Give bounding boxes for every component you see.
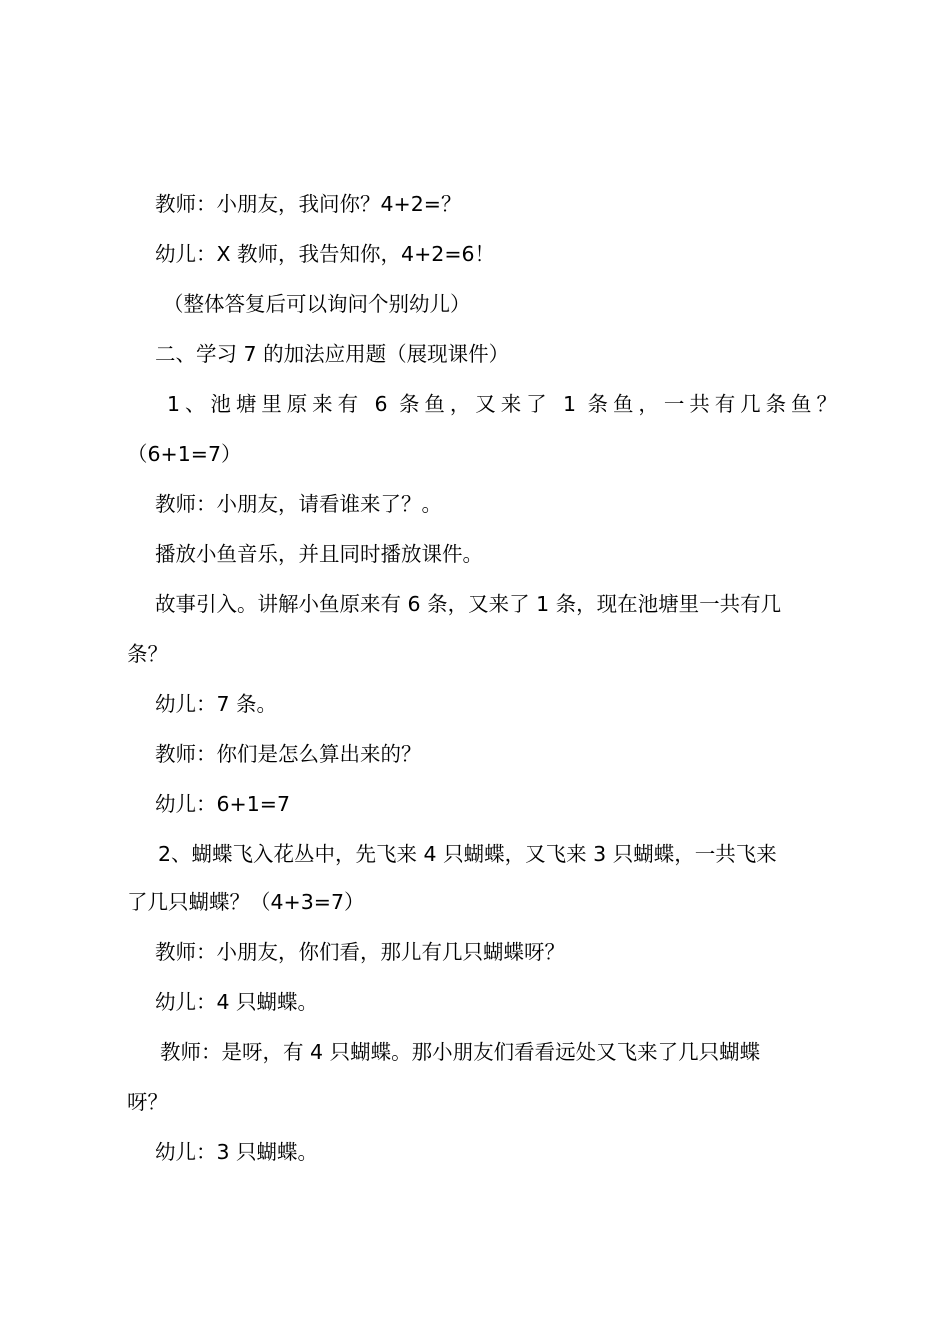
instruction-line: 播放小鱼音乐，并且同时播放课件。 — [155, 542, 483, 566]
dialogue-line: 幼儿：6+1=7 — [155, 792, 290, 816]
paragraph-line: 故事引入。讲解小鱼原来有 6 条，又来了 1 条，现在池塘里一共有几 — [155, 592, 782, 616]
problem-line: 2、蝴蝶飞入花丛中，先飞来 4 只蝴蝶，又飞来 3 只蝴蝶，一共飞来 — [158, 842, 777, 866]
dialogue-line: 教师：小朋友，我问你？4+2=？ — [155, 192, 462, 216]
dialogue-line: 幼儿：X 教师，我告知你，4+2=6！ — [155, 242, 496, 266]
problem-line: 了几只蝴蝶？（4+3=7） — [127, 890, 365, 914]
dialogue-line: 幼儿：3 只蝴蝶。 — [155, 1140, 319, 1164]
dialogue-line: 教师：你们是怎么算出来的？ — [155, 742, 422, 766]
problem-answer: （6+1=7） — [127, 442, 242, 466]
section-heading: 二、学习 7 的加法应用题（展现课件） — [155, 342, 510, 366]
dialogue-line: 教师：小朋友，请看谁来了？。 — [155, 492, 442, 516]
dialogue-line: 教师：小朋友，你们看，那儿有几只蝴蝶呀？ — [155, 940, 565, 964]
dialogue-line: 幼儿：4 只蝴蝶。 — [155, 990, 319, 1014]
dialogue-line: 幼儿：7 条。 — [155, 692, 278, 716]
dialogue-line: 教师：是呀，有 4 只蝴蝶。那小朋友们看看远处又飞来了几只蝴蝶 — [160, 1040, 761, 1064]
problem-line: 1、池塘里原来有 6 条鱼，又来了 1 条鱼，一共有几条鱼？ — [167, 392, 837, 416]
paragraph-line: 条？ — [127, 642, 168, 666]
note-line: （整体答复后可以询问个别幼儿） — [163, 292, 471, 316]
dialogue-line: 呀？ — [127, 1090, 168, 1114]
